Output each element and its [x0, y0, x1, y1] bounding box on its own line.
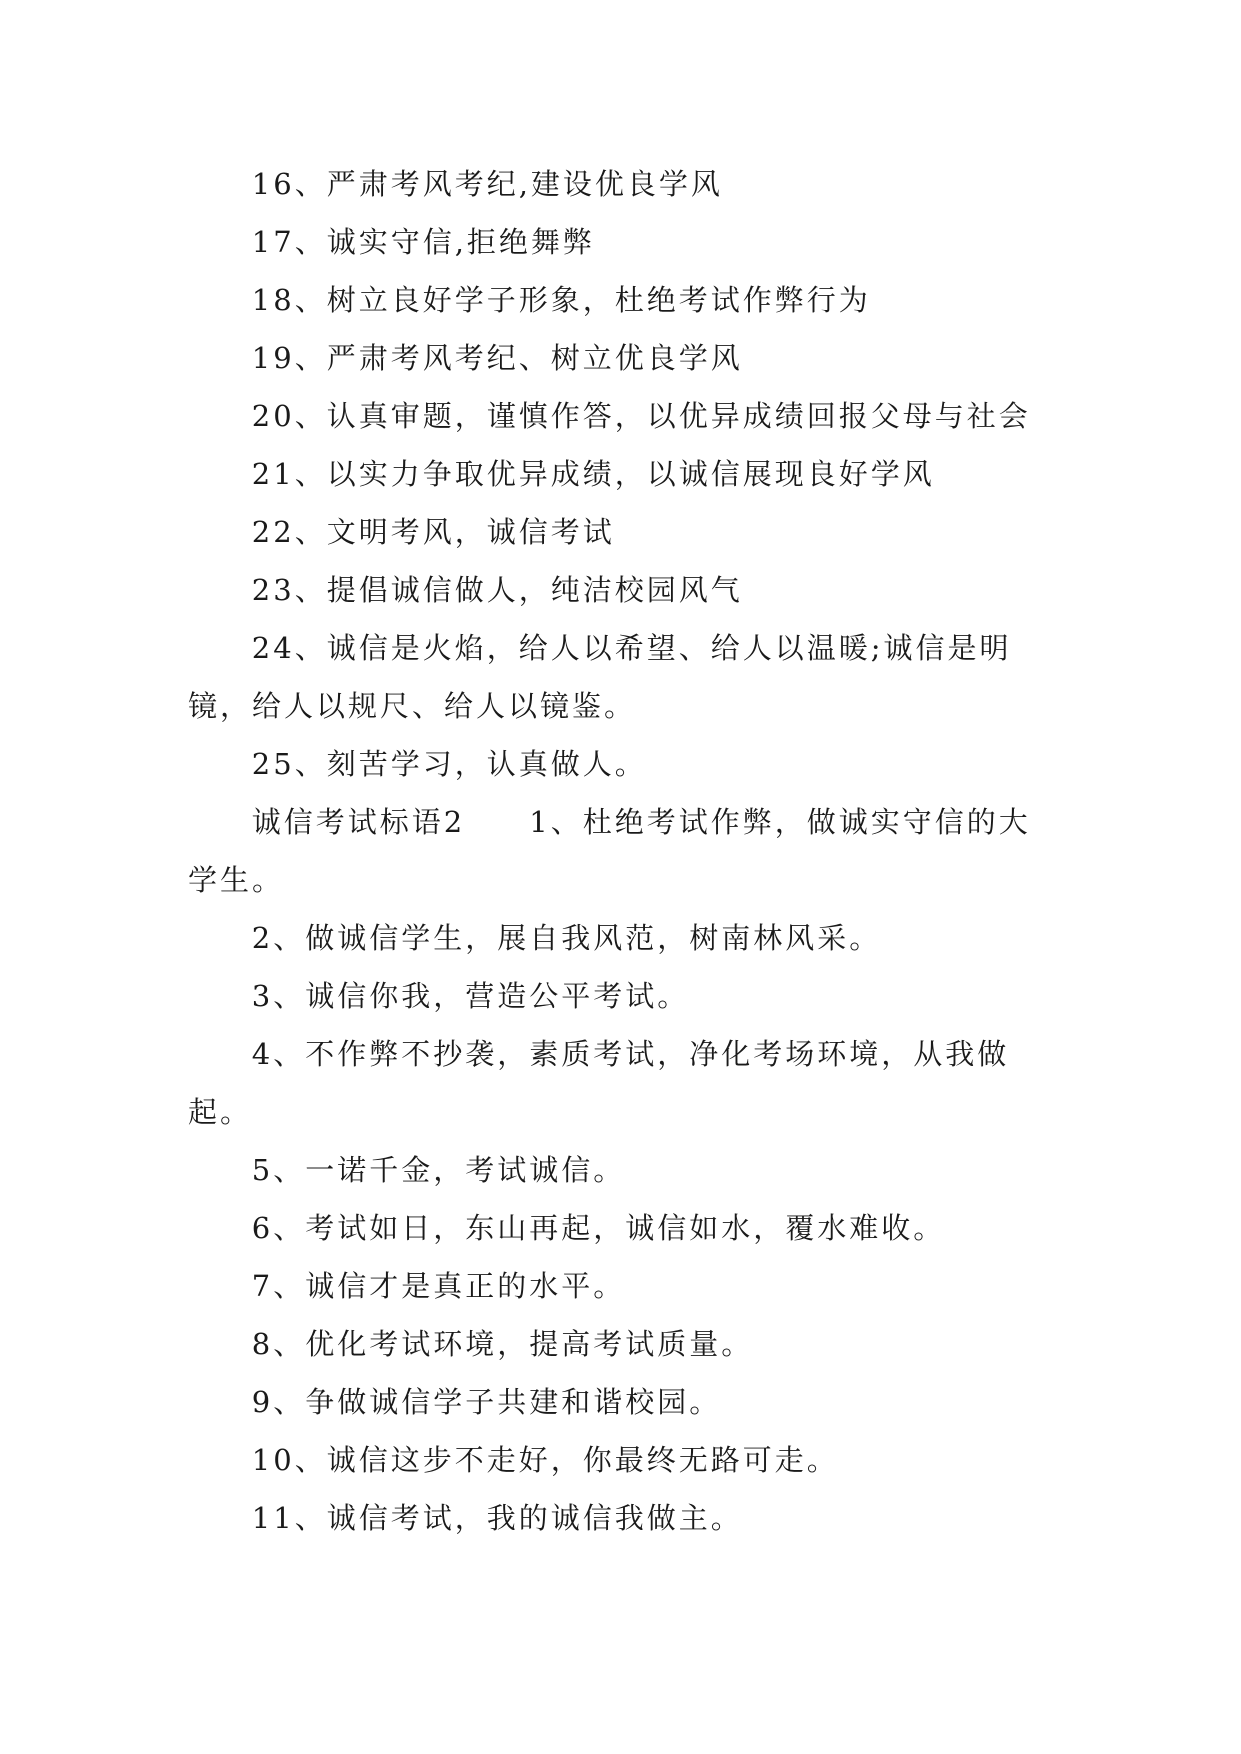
paragraph-17: 17、诚实守信,拒绝舞弊	[251, 225, 595, 259]
section-heading-slogans-2: 诚信考试标语2 1、杜绝考试作弊，做诚实守信的大学生。	[188, 805, 1031, 897]
paragraph-10: 10、诚信这步不走好，你最终无路可走。	[251, 1443, 839, 1477]
paragraph-21: 21、以实力争取优异成绩，以诚信展现良好学风	[251, 457, 935, 491]
paragraph-19: 19、严肃考风考纪、树立优良学风	[251, 341, 743, 375]
paragraph-6: 6、考试如日，东山再起，诚信如水，覆水难收。	[251, 1211, 946, 1245]
paragraph-11: 11、诚信考试，我的诚信我做主。	[251, 1501, 743, 1535]
paragraph-16: 16、严肃考风考纪,建设优良学风	[251, 167, 723, 201]
paragraph-23: 23、提倡诚信做人，纯洁校园风气	[251, 573, 743, 607]
document-body	[188, 155, 1058, 1547]
paragraph-8: 8、优化考试环境，提高考试质量。	[251, 1327, 754, 1361]
paragraph-20: 20、认真审题，谨慎作答，以优异成绩回报父母与社会	[251, 399, 1031, 433]
paragraph-7: 7、诚信才是真正的水平。	[251, 1269, 626, 1303]
paragraph-5: 5、一诺千金，考试诚信。	[251, 1153, 626, 1187]
paragraph-2: 2、做诚信学生，展自我风范，树南林风采。	[251, 921, 882, 955]
paragraph-18: 18、树立良好学子形象，杜绝考试作弊行为	[251, 283, 871, 317]
paragraph-9: 9、争做诚信学子共建和谐校园。	[251, 1385, 722, 1419]
paragraph-4: 4、不作弊不抄袭，素质考试，净化考场环境，从我做起。	[188, 1037, 1010, 1129]
paragraph-3: 3、诚信你我，营造公平考试。	[251, 979, 690, 1013]
paragraph-22: 22、文明考风，诚信考试	[251, 515, 615, 549]
paragraph-25: 25、刻苦学习，认真做人。	[251, 747, 647, 781]
paragraph-24: 24、诚信是火焰，给人以希望、给人以温暖;诚信是明镜，给人以规尺、给人以镜鉴。	[188, 631, 1012, 723]
